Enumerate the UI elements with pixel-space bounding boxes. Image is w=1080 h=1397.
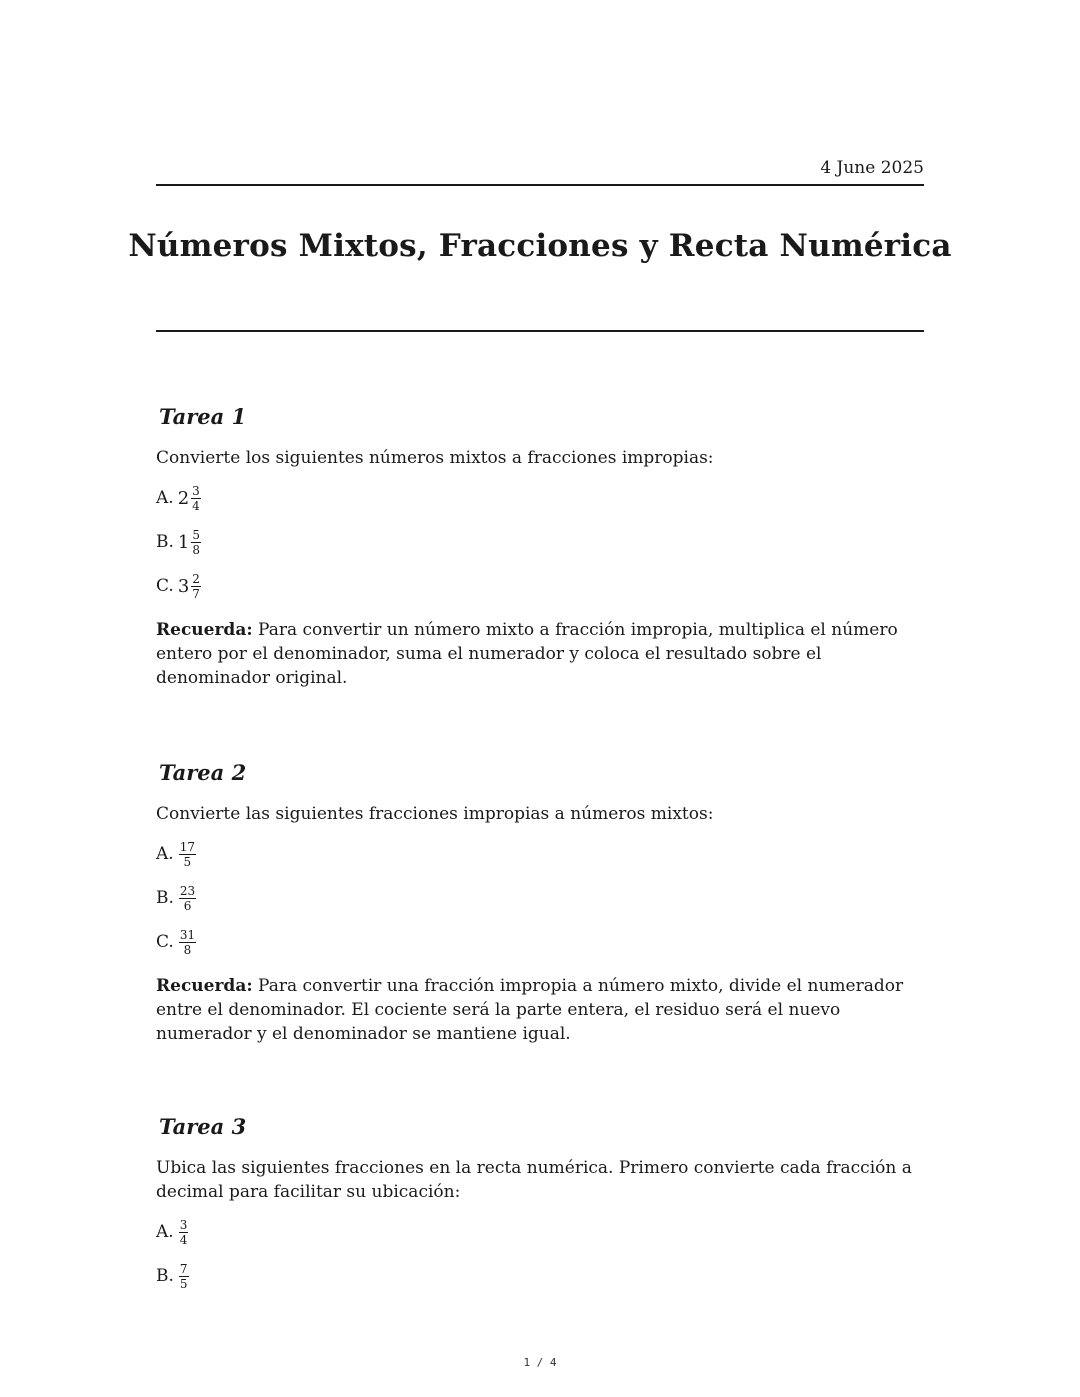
numerator: 3: [192, 483, 200, 498]
denominator: 6: [183, 898, 192, 913]
task-intro: Convierte las siguientes fracciones impropias a números mixtos:: [156, 804, 714, 824]
item-label: C.: [156, 576, 174, 596]
page-number: 1 / 4: [523, 1356, 557, 1369]
task-title: Tarea 3: [159, 1114, 247, 1139]
fraction: [179, 1219, 189, 1246]
item-label: B.: [156, 532, 174, 552]
item-label: A.: [156, 488, 174, 508]
reminder-note: [156, 974, 924, 1046]
item-list: [156, 476, 924, 608]
fraction: [191, 573, 201, 600]
list-item: [156, 520, 924, 564]
numerator: 17: [179, 839, 195, 854]
denominator: 5: [179, 1276, 188, 1291]
date: 4 June 2025: [820, 158, 924, 178]
item-label: B.: [156, 888, 174, 908]
note-text: Para convertir una fracción impropia a número mixto, divide el numerador entre el denominador. El cociente será la parte entera, el residuo será el nuevo numerador y el denominador se mantiene igual.: [156, 976, 904, 1044]
item-label: C.: [156, 932, 174, 952]
task-title: Tarea 1: [159, 404, 247, 429]
whole-part: 3: [177, 575, 190, 597]
list-item: [156, 564, 924, 608]
fraction: [179, 841, 196, 868]
numerator: 31: [179, 927, 196, 942]
whole-part: 2: [177, 487, 190, 509]
numerator: 7: [179, 1261, 188, 1276]
numerator: 5: [192, 527, 200, 542]
list-item: [156, 476, 924, 520]
reminder-note: [156, 618, 924, 690]
fraction: [191, 529, 201, 556]
denominator: 4: [179, 1232, 188, 1247]
note-label: Recuerda:: [156, 620, 253, 640]
task-3: [156, 1112, 924, 1298]
item-list: [156, 832, 924, 964]
denominator: 4: [192, 498, 200, 513]
header-rule: [156, 184, 924, 186]
numerator: 23: [179, 883, 196, 898]
task-title: Tarea 2: [159, 760, 247, 785]
list-item: [156, 920, 924, 964]
item-list: [156, 1210, 924, 1298]
denominator: 7: [192, 586, 200, 601]
list-item: [156, 832, 924, 876]
numerator: 3: [179, 1217, 188, 1232]
task-2: [156, 758, 924, 1046]
item-label: B.: [156, 1266, 174, 1286]
denominator: 8: [183, 942, 192, 957]
fraction: [179, 885, 196, 912]
list-item: [156, 876, 924, 920]
item-label: A.: [156, 844, 174, 864]
task-1: [156, 402, 924, 690]
fraction: [179, 929, 196, 956]
note-label: Recuerda:: [156, 976, 253, 996]
list-item: [156, 1210, 924, 1254]
task-intro: Convierte los siguientes números mixtos a fracciones impropias:: [156, 448, 714, 468]
item-label: A.: [156, 1222, 174, 1242]
page-title: Números Mixtos, Fracciones y Recta Numérica: [128, 228, 952, 264]
title-rule: [156, 330, 924, 332]
numerator: 2: [192, 571, 200, 586]
whole-part: 1: [177, 531, 190, 553]
fraction: [179, 1263, 189, 1290]
list-item: [156, 1254, 924, 1298]
fraction: [191, 485, 201, 512]
denominator: 5: [183, 854, 192, 869]
task-intro: Ubica las siguientes fracciones en la recta numérica. Primero convierte cada fracción a decimal para facilitar su ubicación:: [156, 1158, 912, 1202]
note-text: Para convertir un número mixto a fracción impropia, multiplica el número entero por el denominador, suma el numerador y coloca el resultado sobre el denominador original.: [156, 620, 898, 688]
denominator: 8: [192, 542, 200, 557]
